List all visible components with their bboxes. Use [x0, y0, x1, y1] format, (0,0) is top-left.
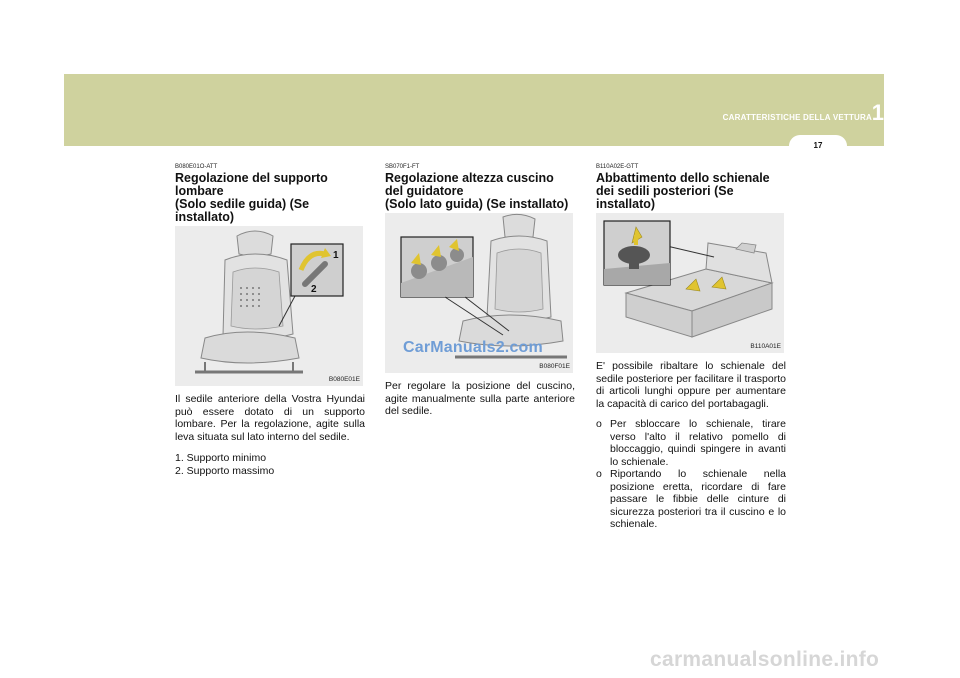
list-item [596, 418, 786, 468]
figure-code: B110A01E [750, 343, 781, 350]
figure-code: B080F01E [539, 363, 570, 370]
list-item-text: Per sbloccare lo schienale, tirare verso l'alto il relativo pomello di bloccaggio, quindi spingere in avanti lo schienale. [610, 418, 786, 468]
section-cushion-height [385, 164, 575, 418]
section-heading: Regolazione altezza cuscino del guidatore (Solo lato guida) (Se installato) [385, 171, 569, 211]
lumbar-support-figure [175, 226, 363, 386]
section-code: B080E01O-ATT [175, 164, 218, 170]
rear-seat-illustration [596, 213, 784, 353]
list-item: 1. Supporto minimo [175, 452, 267, 464]
section-rear-seatback [596, 164, 786, 531]
section-code: B110A02E-GTT [596, 164, 639, 170]
watermark: CarManuals2.com [403, 339, 543, 356]
seat-illustration [175, 226, 363, 386]
lumbar-options-list [175, 452, 365, 477]
section-heading: Regolazione del supporto lombare (Solo sedile guida) (Se installato) [175, 171, 328, 224]
list-item-text: Riportando lo schienale nella posizione eretta, ricordare di fare passare le fibbie delle cinture di sicurezza posteriori tra il cuscino e lo schienale. [610, 468, 786, 530]
bullet-mark: o [596, 418, 602, 430]
svg-text:1: 1 [333, 250, 339, 261]
bullet-mark: o [596, 468, 602, 480]
list-item [596, 468, 786, 531]
section-body: Il sedile anteriore della Vostra Hyundai può essere dotato di un supporto lombare. Per la regolazione, agite sulla leva situata sul lato interno del sedile. [175, 393, 365, 443]
site-watermark: carmanualsonline.info [650, 648, 880, 671]
chapter-title: CARATTERISTICHE DELLA VETTURA [722, 113, 872, 122]
section-body: Per regolare la posizione del cuscino, agite manualmente sulla parte anteriore del sedile. [385, 380, 575, 417]
section-code: SB070F1-FT [385, 164, 420, 170]
instructions-list [596, 418, 786, 531]
rear-seat-figure [596, 213, 784, 353]
cushion-height-figure [385, 213, 573, 373]
figure-code: B080E01E [328, 376, 360, 383]
svg-text:2: 2 [311, 284, 317, 295]
section-lumbar-support [175, 164, 365, 477]
section-body: E' possibile ribaltare lo schienale del sedile posteriore per facilitare il trasporto di articoli lunghi oppure per aumentare la capacità di carico del portabagagli. [596, 360, 786, 410]
header-band [64, 74, 884, 146]
section-heading: Abbattimento dello schienale dei sedili posteriori (Se installato) [596, 171, 770, 211]
list-item: 2. Supporto massimo [175, 464, 275, 477]
chapter-number: 1 [871, 100, 884, 125]
page-number: 17 [813, 141, 823, 150]
